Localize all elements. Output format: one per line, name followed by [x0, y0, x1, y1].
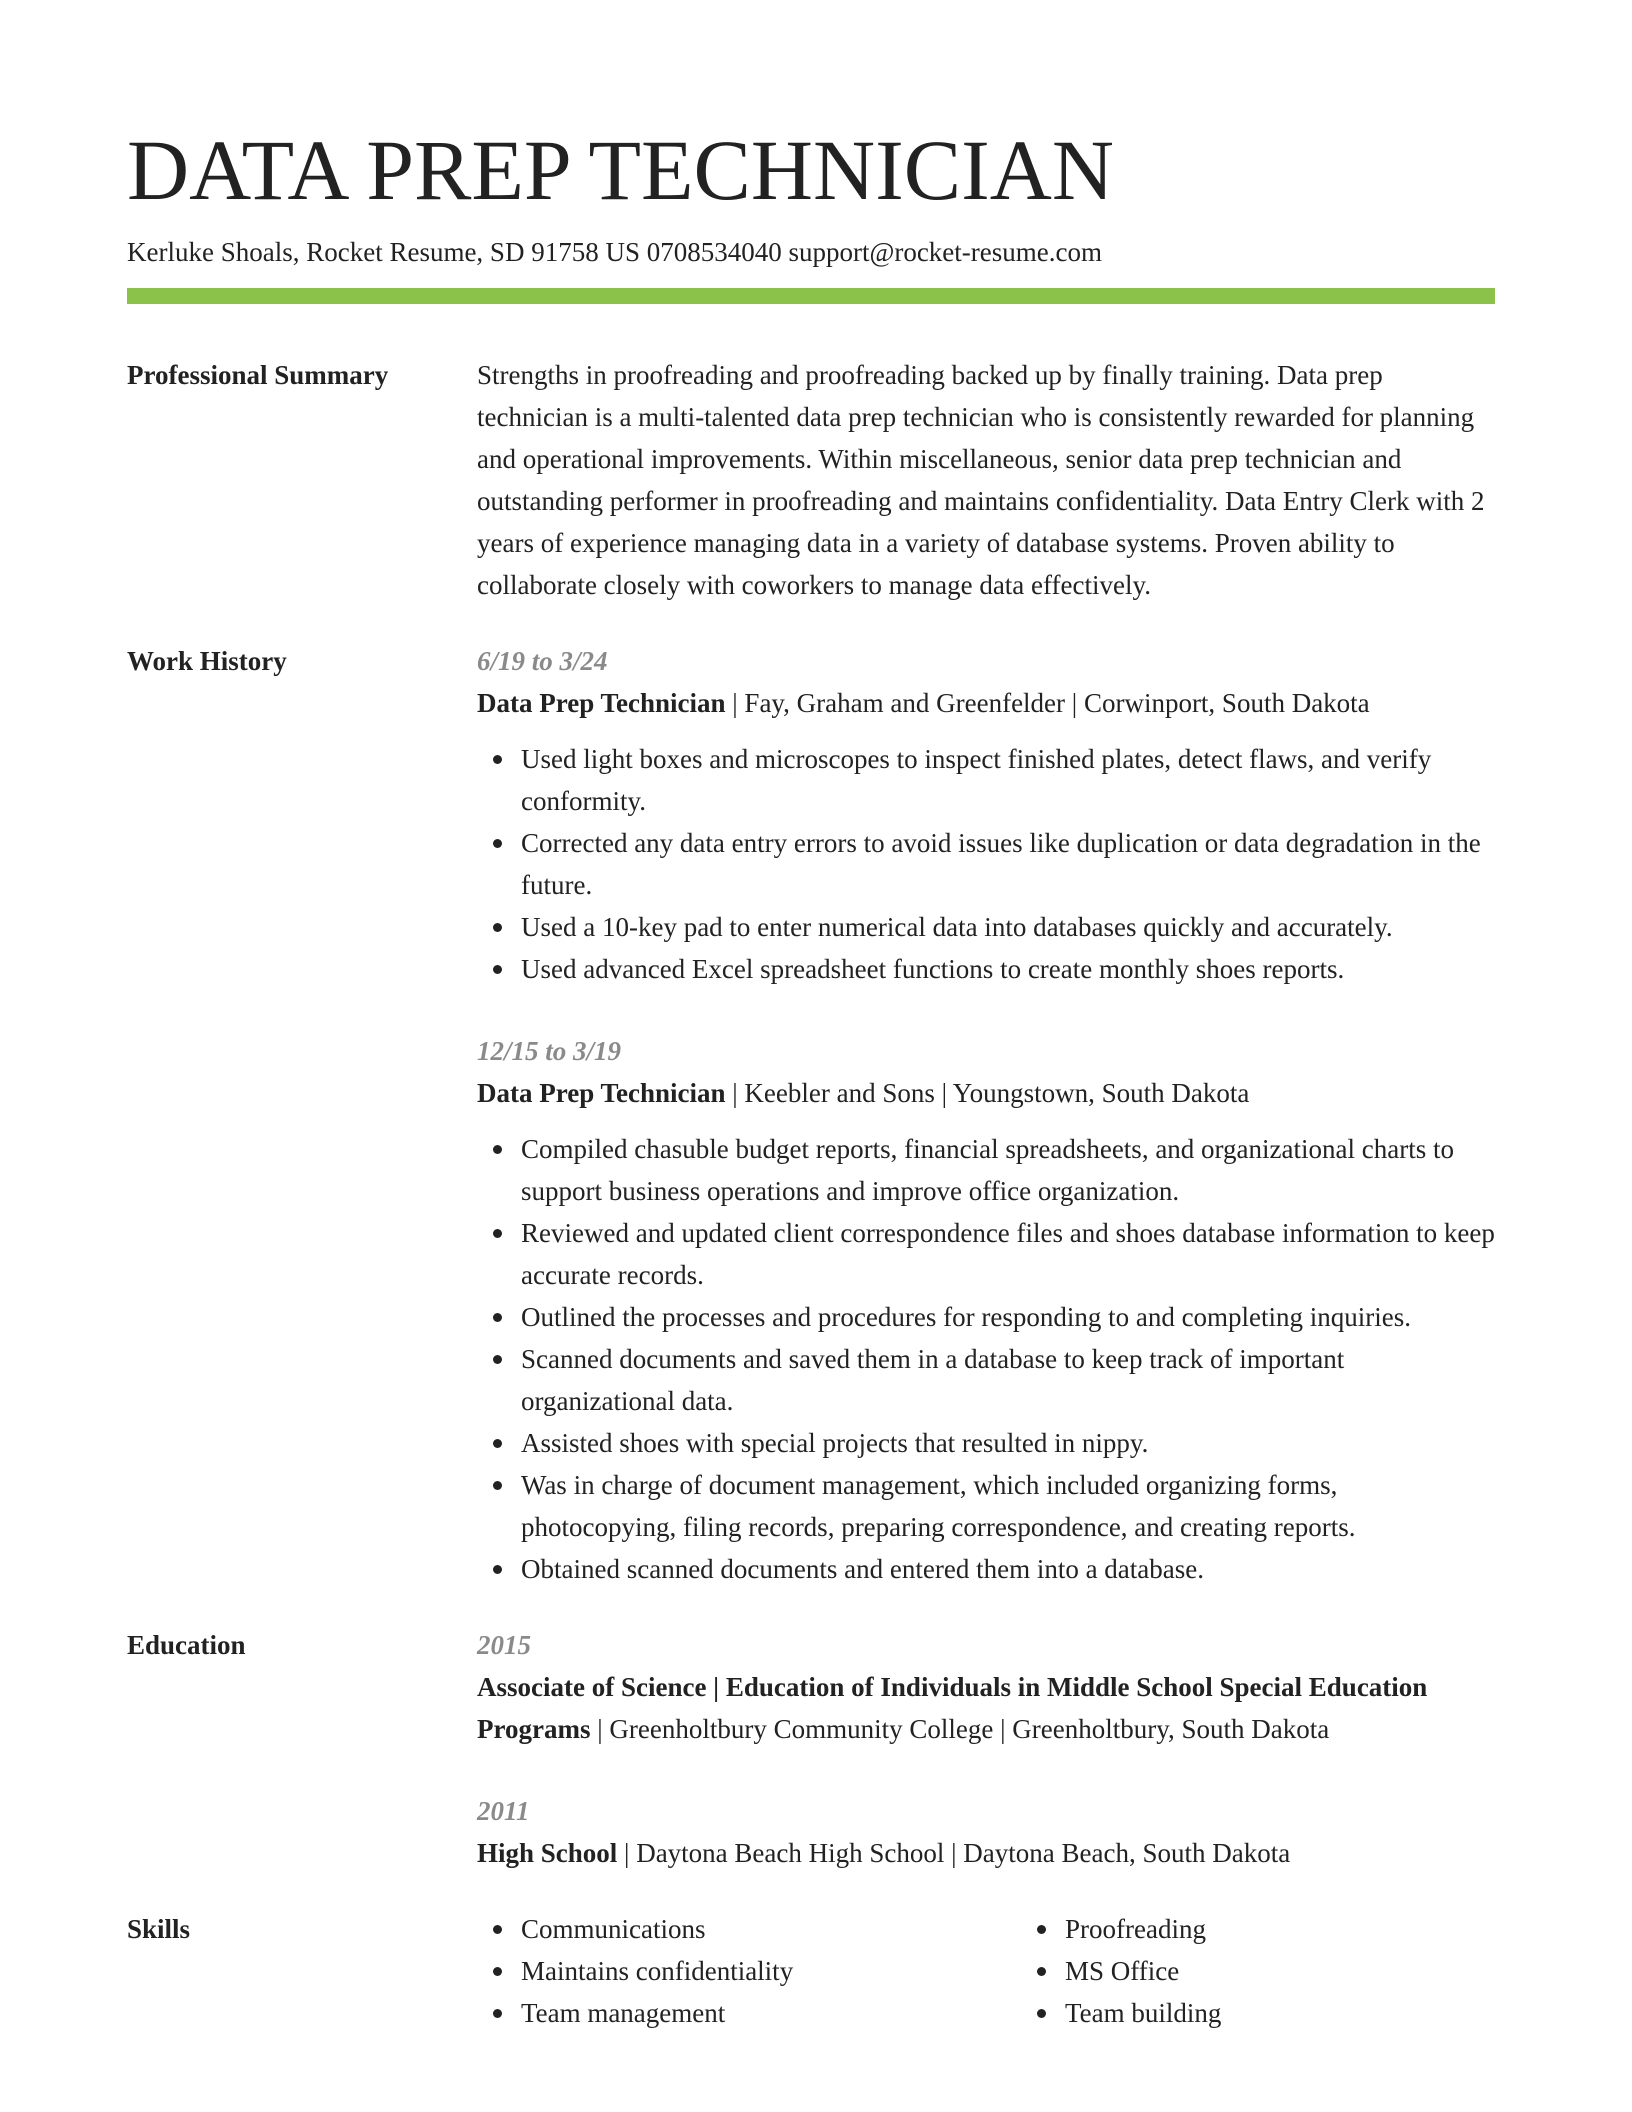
- job-date: 6/19 to 3/24: [477, 646, 608, 676]
- skill-item: Team building: [1065, 1992, 1495, 2034]
- job-role-line: [477, 1072, 1495, 1114]
- section-label-skills: Skills: [127, 1914, 191, 1944]
- resume-page: [127, 120, 1495, 2034]
- list-item: Obtained scanned documents and entered them into a database.: [521, 1548, 1495, 1590]
- job-details: | Fay, Graham and Greenfelder | Corwinport, South Dakota: [725, 688, 1370, 718]
- resume-title: DATA PREP TECHNICIAN: [127, 122, 1114, 218]
- education-line: [477, 1832, 1495, 1874]
- list-item: Assisted shoes with special projects that resulted in nippy.: [521, 1422, 1495, 1464]
- job-details: | Keebler and Sons | Youngstown, South Dakota: [725, 1078, 1250, 1108]
- accent-divider: [127, 288, 1495, 304]
- job-title: Data Prep Technician: [477, 688, 726, 718]
- education-date: 2011: [477, 1796, 530, 1826]
- job-entry: [477, 1030, 1495, 1590]
- list-item: Scanned documents and saved them in a database to keep track of important organizational data.: [521, 1338, 1495, 1422]
- education-details: | Daytona Beach High School | Daytona Beach, South Dakota: [617, 1838, 1291, 1868]
- section-label-education: Education: [127, 1630, 246, 1660]
- skills-section: [127, 1908, 1495, 2034]
- skill-item: Maintains confidentiality: [521, 1950, 1021, 1992]
- section-label-summary: Professional Summary: [127, 360, 389, 390]
- list-item: Was in charge of document management, which included organizing forms, photocopying, filing records, preparing correspondence, and creating reports.: [521, 1464, 1495, 1548]
- education-section: [127, 1624, 1495, 1874]
- skill-item: MS Office: [1065, 1950, 1495, 1992]
- section-label-work: Work History: [127, 646, 287, 676]
- job-title: Data Prep Technician: [477, 1078, 726, 1108]
- job-role-line: [477, 682, 1495, 724]
- summary-text: Strengths in proofreading and proofreading backed up by finally training. Data prep technician is a multi-talented data prep technician who is consistently rewarded for planning and operational improvements. Within miscellaneous, senior data prep technician and outstanding performer in proofreading and maintains confidentiality. Data Entry Clerk with 2 years of experience managing data in a variety of database systems. Proven ability to collaborate closely with coworkers to manage data effectively.: [477, 360, 1485, 600]
- job-bullets: [477, 1128, 1495, 1590]
- education-entry: [477, 1624, 1495, 1750]
- education-date: 2015: [477, 1630, 531, 1660]
- skill-item: Team management: [521, 1992, 1021, 2034]
- education-details: | Greenholtbury Community College | Greenholtbury, South Dakota: [590, 1714, 1330, 1744]
- job-entry: [477, 640, 1495, 990]
- list-item: Used light boxes and microscopes to inspect finished plates, detect flaws, and verify conformity.: [521, 738, 1495, 822]
- list-item: Used advanced Excel spreadsheet functions to create monthly shoes reports.: [521, 948, 1495, 990]
- list-item: Corrected any data entry errors to avoid issues like duplication or data degradation in the future.: [521, 822, 1495, 906]
- skill-item: Proofreading: [1065, 1908, 1495, 1950]
- list-item: Compiled chasuble budget reports, financial spreadsheets, and organizational charts to support business operations and improve office organization.: [521, 1128, 1495, 1212]
- job-bullets: [477, 738, 1495, 990]
- job-date: 12/15 to 3/19: [477, 1036, 622, 1066]
- list-item: Outlined the processes and procedures for responding to and completing inquiries.: [521, 1296, 1495, 1338]
- list-item: Used a 10-key pad to enter numerical data into databases quickly and accurately.: [521, 906, 1495, 948]
- skills-list-left: [477, 1908, 1021, 2034]
- work-history-section: [127, 640, 1495, 1590]
- list-item: Reviewed and updated client correspondence files and shoes database information to keep accurate records.: [521, 1212, 1495, 1296]
- summary-section: [127, 354, 1495, 606]
- skills-list-right: [1021, 1908, 1495, 2034]
- skill-item: Communications: [521, 1908, 1021, 1950]
- contact-line: Kerluke Shoals, Rocket Resume, SD 91758 US 0708534040 support@rocket-resume.com: [127, 237, 1102, 267]
- education-degree: Associate of Science | Education of Individuals in Middle School Special Education Programs: [477, 1672, 1428, 1744]
- education-degree: High School: [477, 1838, 618, 1868]
- education-entry: [477, 1790, 1495, 1874]
- education-line: [477, 1666, 1495, 1750]
